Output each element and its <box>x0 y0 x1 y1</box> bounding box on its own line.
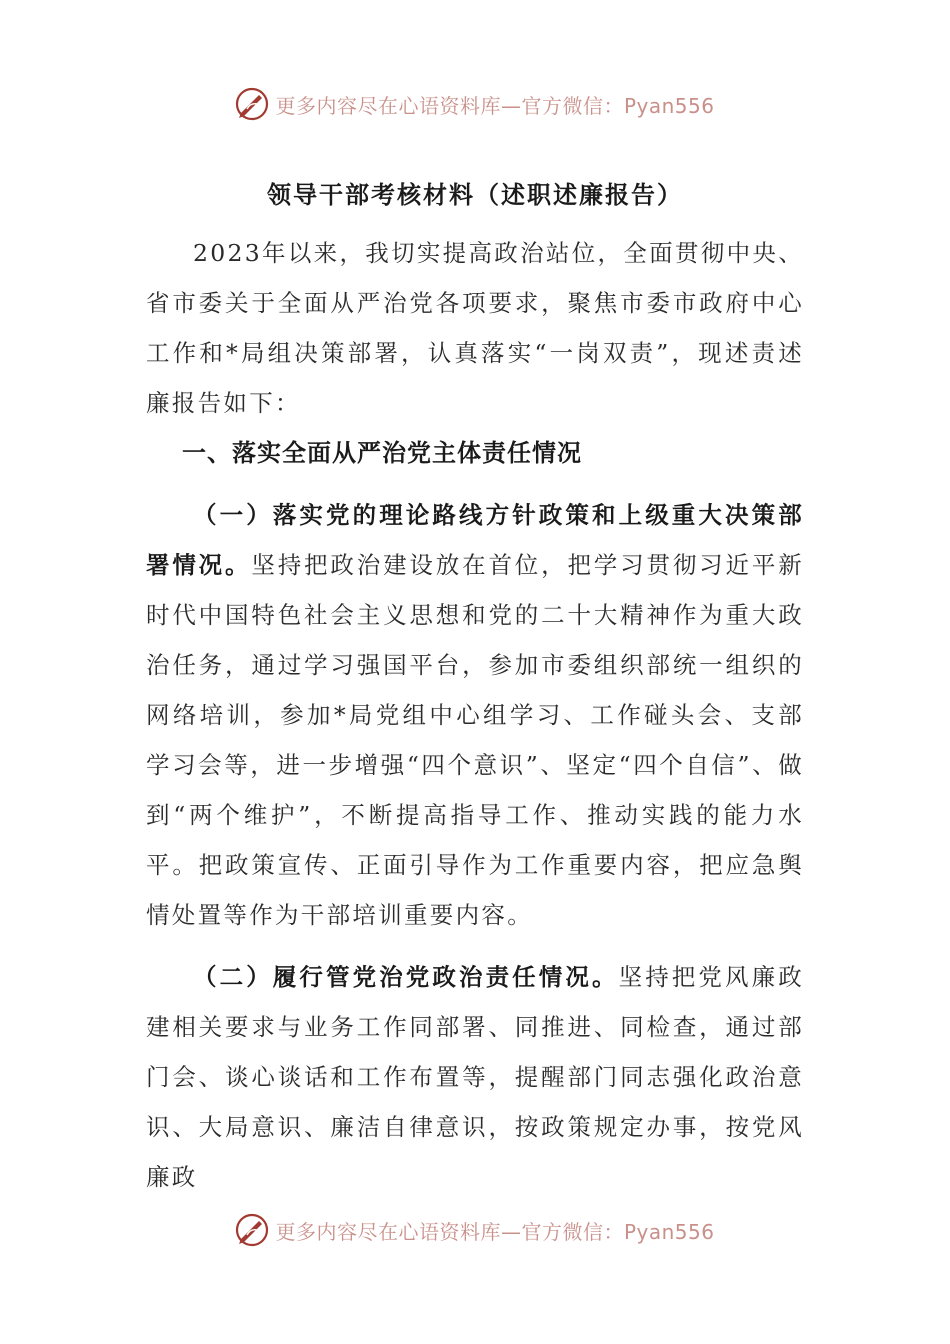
pen-circle-logo-icon <box>235 1213 269 1247</box>
subsection-body-1: 坚持把政治建设放在首位，把学习贯彻习近平新时代中国特色社会主义思想和党的二十大精神作为重大政治任务，通过学习强国平台，参加市委组织部统一组织的网络培训，参加*局党组中心组学习、工作碰头会、支部学习会等，进一步增强“四个意识”、坚定“四个自信”、做到“两个维护”，不断提高指导工作、推动实践的能力水平。把政策宣传、正面引导作为工作重要内容，把应急舆情处置等作为干部培训重要内容。 <box>146 551 804 929</box>
watermark-text: 更多内容尽在心语资料库—官方微信：Pyan556 <box>275 93 715 118</box>
subsection-heading-2: （二）履行管党治党政治责任情况。 <box>193 963 619 991</box>
watermark-banner-top <box>0 84 950 124</box>
intro-paragraph: 2023年以来，我切实提高政治站位，全面贯彻中央、省市委关于全面从严治党各项要求，聚焦市委市政府中心工作和*局组决策部署，认真落实“一岗双责”，现述责述廉报告如下： <box>146 239 804 417</box>
subsection-paragraph-1 <box>146 490 804 940</box>
document-body <box>146 172 804 1202</box>
watermark-text: 更多内容尽在心语资料库—官方微信：Pyan556 <box>275 1219 715 1244</box>
document-title: 领导干部考核材料（述职述廉报告） <box>267 180 683 209</box>
section-heading-1: 一、落实全面从严治党主体责任情况 <box>182 438 582 467</box>
subsection-paragraph-2 <box>146 952 804 1202</box>
watermark-banner-bottom <box>0 1210 950 1250</box>
subsection-body-2: 坚持把党风廉政建相关要求与业务工作同部署、同推进、同检查，通过部门会、谈心谈话和工作布置等，提醒部门同志强化政治意识、大局意识、廉洁自律意识，按政策规定办事，按党风廉政 <box>146 963 804 1191</box>
pen-circle-logo-icon <box>235 87 269 121</box>
subsection-heading-1: （一）落实党的理论路线方针政策和上级重大决策部署情况。 <box>146 501 804 579</box>
